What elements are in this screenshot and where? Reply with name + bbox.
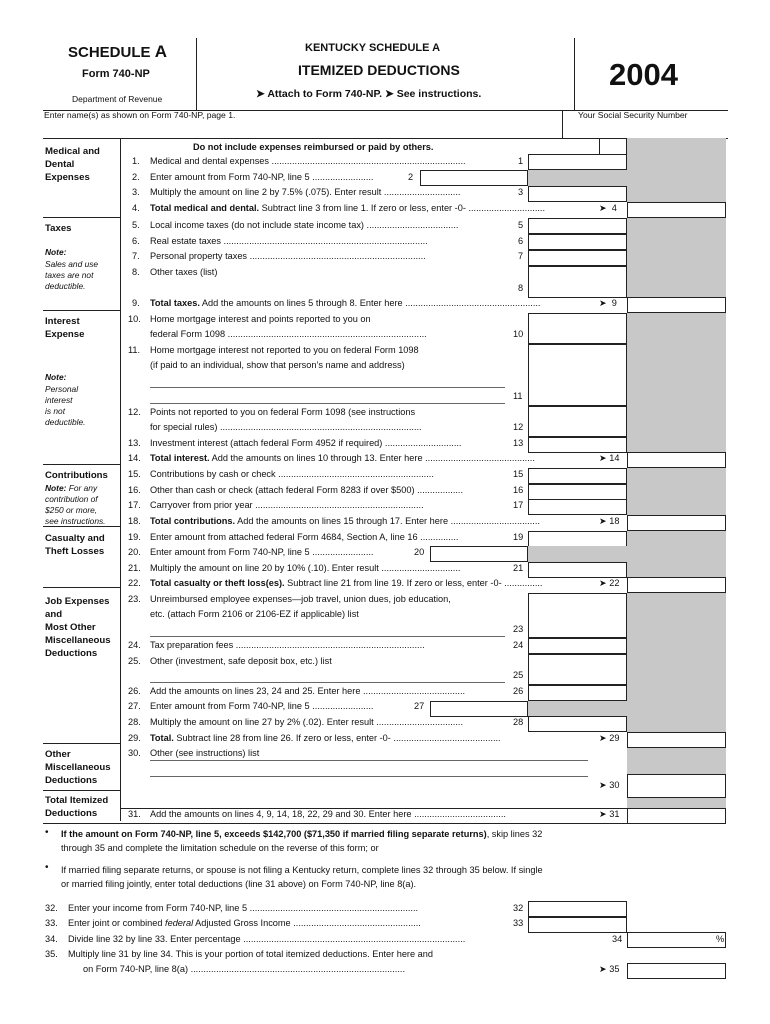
- section-taxes: Taxes: [45, 223, 72, 234]
- line-ref: 28: [513, 717, 524, 727]
- section-job: Job Expenses and Most Other Miscellaneous Deductions: [45, 596, 111, 659]
- interest-note-title: Note:: [45, 372, 67, 382]
- contrib-note-head: Note: For any: [45, 483, 98, 493]
- line-number: 15.: [128, 469, 141, 479]
- write-line: [150, 776, 588, 777]
- line-22-label: Total casualty or theft loss(es). Subtract line 21 from line 19. If zero or less, enter -0- ...............: [150, 578, 543, 588]
- section-rule: [43, 217, 120, 218]
- header-divider-right: [574, 38, 575, 110]
- form-bottom-rule: [43, 823, 628, 824]
- line-6-label: Real estate taxes ................................................................................: [150, 236, 428, 246]
- line-3-amount[interactable]: [528, 186, 627, 202]
- line-14-amount[interactable]: [627, 452, 726, 468]
- bullet-2-cont: or married filing jointly, enter total deductions (line 31 above) on Form 740-NP, line 8(a).: [61, 879, 417, 889]
- line-26-label: Add the amounts on lines 23, 24 and 25. Enter here ........................................: [150, 686, 466, 696]
- line-10-label-cont: federal Form 1098 ..............................................................................: [150, 329, 427, 339]
- write-line: [150, 403, 505, 404]
- section-contributions: Contributions: [45, 470, 108, 481]
- line-number: 30.: [128, 748, 141, 758]
- schedule-title: SCHEDULE A: [68, 42, 167, 61]
- line-9-label: Total taxes. Add the amounts on lines 5 through 8. Enter here .....................................................: [150, 298, 541, 308]
- line-34-percent[interactable]: [627, 932, 726, 948]
- line-20-amount[interactable]: [430, 546, 528, 562]
- write-line: [150, 636, 505, 637]
- line-number: 21.: [128, 563, 141, 573]
- form-number: Form 740-NP: [82, 68, 150, 80]
- line-number: 8.: [132, 267, 140, 277]
- section-rule: [43, 526, 120, 527]
- line-number: 26.: [128, 686, 141, 696]
- shaded-cell: [528, 170, 627, 186]
- line-31-amount[interactable]: [627, 808, 726, 824]
- section-rule: [43, 464, 120, 465]
- line-3-label: Multiply the amount on line 2 by 7.5% (.075). Enter result ..............................: [150, 187, 461, 197]
- line-ref: 26: [513, 686, 524, 696]
- line-5-label: Local income taxes (do not include state income tax) ....................................: [150, 220, 459, 230]
- line-number: 20.: [128, 547, 141, 557]
- line-number: 34.: [45, 934, 58, 944]
- line-4-amount[interactable]: [627, 202, 726, 218]
- line-ref: 2: [408, 172, 414, 182]
- line-18-label: Total contributions. Add the amounts on lines 15 through 17. Enter here ...................................: [150, 516, 540, 526]
- line-18-amount[interactable]: [627, 515, 726, 531]
- line-ref: 34: [612, 934, 623, 944]
- line-ref: 32: [513, 903, 524, 913]
- line-22-amount[interactable]: [627, 577, 726, 593]
- line-ref: 11: [513, 391, 523, 401]
- line-number: 12.: [128, 407, 141, 417]
- line-6-amount[interactable]: [528, 234, 627, 250]
- line-15-label: Contributions by cash or check .............................................................: [150, 469, 434, 479]
- department: Department of Revenue: [72, 94, 163, 104]
- line-32-amount[interactable]: [528, 901, 627, 917]
- line-16-amount[interactable]: [528, 484, 627, 500]
- shaded-cell: [528, 546, 627, 562]
- line-14-label: Total interest. Add the amounts on lines 10 through 13. Enter here ...........................................: [150, 453, 535, 463]
- line-number: 28.: [128, 717, 141, 727]
- line-35-label: Multiply line 31 by line 34. This is your portion of total itemized deductions. Enter here and: [68, 949, 433, 959]
- write-line: [150, 760, 588, 761]
- line-25-label: Other (investment, safe deposit box, etc.) list: [150, 656, 332, 666]
- line-21-amount[interactable]: [528, 562, 627, 578]
- line-ref: 6: [518, 236, 524, 246]
- line-number: 19.: [128, 532, 141, 542]
- section-rule: [43, 587, 120, 588]
- line-ref: 10: [513, 329, 524, 339]
- line-4-label: Total medical and dental. Subtract line 3 from line 1. If zero or less, enter -0- ..............................: [150, 203, 546, 213]
- line-ref: 20: [414, 547, 425, 557]
- line-ref: 19: [513, 532, 524, 542]
- line-1-amount[interactable]: [528, 154, 627, 170]
- section-rule: [43, 310, 120, 311]
- name-field[interactable]: [44, 122, 560, 138]
- line-19-label: Enter amount from attached federal Form 4684, Section A, line 16 ...............: [150, 532, 459, 542]
- line-ref: 21: [513, 563, 524, 573]
- ssn-field[interactable]: [566, 122, 726, 138]
- line-11-label-cont: (if paid to an individual, show that person’s name and address): [150, 360, 405, 370]
- bullet-1-cont: through 35 and complete the limitation schedule on the reverse of this form; or: [61, 843, 379, 853]
- line-number: 32.: [45, 903, 58, 913]
- line-31-label: Add the amounts on lines 4, 9, 14, 18, 22, 29 and 30. Enter here ....................................: [150, 809, 506, 819]
- line-24-amount[interactable]: [528, 638, 627, 654]
- line-ref: 13: [513, 438, 524, 448]
- line-number: 11.: [128, 345, 141, 355]
- line-2-amount[interactable]: [420, 170, 528, 186]
- line-number: 9.: [132, 298, 140, 308]
- line-28-amount[interactable]: [528, 716, 627, 732]
- section-rule: [43, 743, 120, 744]
- arrow-ref: ➤ 9: [599, 298, 617, 308]
- line-2-label: Enter amount from Form 740-NP, line 5 ........................: [150, 172, 374, 182]
- line-35-amount[interactable]: [627, 963, 726, 979]
- section-total: Total Itemized Deductions: [45, 795, 109, 819]
- line-12-label: Points not reported to you on federal Form 1098 (see instructions: [150, 407, 416, 417]
- line-ref: 25: [513, 670, 524, 680]
- line-ref: 27: [414, 701, 425, 711]
- section-interest: Interest Expense: [45, 316, 85, 340]
- attach-instruction: ➤ Attach to Form 740-NP. ➤ See instructions.: [256, 88, 482, 100]
- line-number: 23.: [128, 594, 141, 604]
- section-rule: [43, 790, 120, 791]
- column-inner-left: [599, 138, 600, 154]
- taxes-note: Sales and use taxes are not deductible.: [45, 259, 99, 291]
- line-8-amount[interactable]: [528, 266, 627, 298]
- arrow-ref: ➤ 18: [599, 516, 620, 526]
- line-ref: 3: [518, 187, 524, 197]
- line-ref: 1: [518, 156, 524, 166]
- line-ref: 5: [518, 220, 524, 230]
- line-34-label: Divide line 32 by line 33. Enter percentage .......................................................................................: [68, 934, 466, 944]
- line-26-amount[interactable]: [528, 685, 627, 701]
- line-number: 25.: [128, 656, 141, 666]
- line-23-label: Unreimbursed employee expenses—job travel, union dues, job education,: [150, 594, 451, 604]
- line-number: 22.: [128, 578, 141, 588]
- line-ref: 8: [518, 283, 524, 293]
- line-8-label: Other taxes (list): [150, 267, 218, 277]
- bullet-1: If the amount on Form 740-NP, line 5, exceeds $142,700 ($71,350 if married filing separate returns), skip lines 32: [61, 829, 543, 839]
- bullet-icon: •: [45, 827, 49, 838]
- line-number: 3.: [132, 187, 140, 197]
- write-line: [150, 387, 505, 388]
- section-medical: Medical and Dental Expenses: [45, 146, 100, 183]
- line-33-label: Enter joint or combined federal Adjusted Gross Income ..................................................: [68, 918, 421, 928]
- line-number: 24.: [128, 640, 141, 650]
- line-number: 13.: [128, 438, 141, 448]
- line-ref: 17: [513, 500, 524, 510]
- header-divider-left: [196, 38, 197, 110]
- line-number: 4.: [132, 203, 140, 213]
- line-ref: 24: [513, 640, 524, 650]
- line-number: 35.: [45, 949, 58, 959]
- line-1-label: Medical and dental expenses ............................................................................: [150, 156, 466, 166]
- ky-title: KENTUCKY SCHEDULE A: [305, 42, 441, 54]
- line-29-label: Total. Subtract line 28 from line 26. If zero or less, enter -0- ..........................................: [150, 733, 501, 743]
- line-32-label: Enter your income from Form 740-NP, line 5 ..................................................................: [68, 903, 419, 913]
- section-casualty: Casualty and Theft Losses: [45, 533, 105, 557]
- line-16-label: Other than cash or check (attach federal Form 8283 if over $500) ..................: [150, 485, 464, 495]
- line-25-amount[interactable]: [528, 654, 627, 685]
- taxes-note-title: Note:: [45, 247, 67, 257]
- line-12-amount[interactable]: [528, 406, 627, 437]
- line-ref: 33: [513, 918, 524, 928]
- line-10-label: Home mortgage interest and points reported to you on: [150, 314, 371, 324]
- line-number: 27.: [128, 701, 141, 711]
- arrow-ref: ➤ 35: [599, 964, 620, 974]
- arrow-ref: ➤ 22: [599, 578, 620, 588]
- line-number: 10.: [128, 314, 141, 324]
- line-number: 5.: [132, 220, 140, 230]
- write-line: [150, 682, 505, 683]
- line-ref: 12: [513, 422, 524, 432]
- line-27-label: Enter amount from Form 740-NP, line 5 ........................: [150, 701, 374, 711]
- arrow-ref: ➤ 14: [599, 453, 620, 463]
- line-ref: 16: [513, 485, 524, 495]
- line-number: 2.: [132, 172, 140, 182]
- interest-note: Personal interest is not deductible.: [45, 384, 86, 427]
- tax-year: 2004: [609, 57, 678, 92]
- ssn-label: Your Social Security Number: [578, 110, 688, 120]
- arrow-ref: ➤ 29: [599, 733, 620, 743]
- arrow-ref: ➤ 31: [599, 809, 620, 819]
- line-number: 16.: [128, 485, 141, 495]
- line-ref: 23: [513, 624, 524, 634]
- line-number: 33.: [45, 918, 58, 928]
- line-24-label: Tax preparation fees ..........................................................................: [150, 640, 425, 650]
- line-number: 6.: [132, 236, 140, 246]
- line-30-label: Other (see instructions) list: [150, 748, 260, 758]
- percent-sign: %: [716, 934, 725, 944]
- line-ref: 15: [513, 469, 524, 479]
- line-number: 7.: [132, 251, 140, 261]
- line-29-amount[interactable]: [627, 732, 726, 748]
- line-28-label: Multiply the amount on line 27 by 2% (.02). Enter result ..................................: [150, 717, 464, 727]
- line-5-amount[interactable]: [528, 218, 627, 234]
- line-7-amount[interactable]: [528, 250, 627, 266]
- bullet-2: If married filing separate returns, or spouse is not filing a Kentucky return, complete lines 32 through 35 below. If single: [61, 865, 543, 875]
- line-13-amount[interactable]: [528, 437, 627, 453]
- line-number: 17.: [128, 500, 141, 510]
- line-number: 14.: [128, 453, 141, 463]
- line-19-amount[interactable]: [528, 531, 627, 547]
- line-15-amount[interactable]: [528, 468, 627, 484]
- line-ref: 7: [518, 251, 524, 261]
- contrib-note: contribution of $250 or more, see instructions.: [45, 494, 106, 526]
- line-17-amount[interactable]: [528, 499, 627, 515]
- line-11-amount[interactable]: [528, 344, 627, 406]
- line-number: 1.: [132, 156, 140, 166]
- line-35-label-cont: on Form 740-NP, line 8(a) ....................................................................................: [83, 964, 405, 974]
- line-13-label: Investment interest (attach federal Form 4952 if required) ..............................: [150, 438, 462, 448]
- line-number: 29.: [128, 733, 141, 743]
- shaded-cell: [528, 701, 627, 717]
- bullet-icon: •: [45, 862, 49, 873]
- line-17-label: Carryover from prior year ..................................................................: [150, 500, 424, 510]
- line-10-amount[interactable]: [528, 313, 627, 344]
- line-7-label: Personal property taxes .....................................................................: [150, 251, 426, 261]
- line-21-label: Multiply the amount on line 20 by 10% (.10). Enter result ...............................: [150, 563, 461, 573]
- line-9-amount[interactable]: [627, 297, 726, 313]
- line-33-amount[interactable]: [528, 917, 627, 933]
- line-23-amount[interactable]: [528, 593, 627, 638]
- line-30-amount[interactable]: [627, 774, 726, 798]
- ssn-divider: [562, 110, 563, 138]
- instruction-line: Do not include expenses reimbursed or paid by others.: [193, 142, 434, 152]
- line-23-label-cont: etc. (attach Form 2106 or 2106-EZ if applicable) list: [150, 609, 359, 619]
- line-20-label: Enter amount from Form 740-NP, line 5 ........................: [150, 547, 374, 557]
- section-other: Other Miscellaneous Deductions: [45, 749, 111, 786]
- line-number: 18.: [128, 516, 141, 526]
- arrow-ref: ➤ 30: [599, 780, 620, 790]
- main-title: ITEMIZED DEDUCTIONS: [298, 62, 460, 78]
- line-27-amount[interactable]: [430, 701, 528, 717]
- section-column-rule: [120, 138, 121, 821]
- names-label: Enter name(s) as shown on Form 740-NP, page 1.: [44, 110, 236, 120]
- arrow-ref: ➤ 4: [599, 203, 617, 213]
- line-12-label-cont: for special rules) ...............................................................................: [150, 422, 422, 432]
- line-number: 31.: [128, 809, 141, 819]
- line-11-label: Home mortgage interest not reported to you on federal Form 1098: [150, 345, 419, 355]
